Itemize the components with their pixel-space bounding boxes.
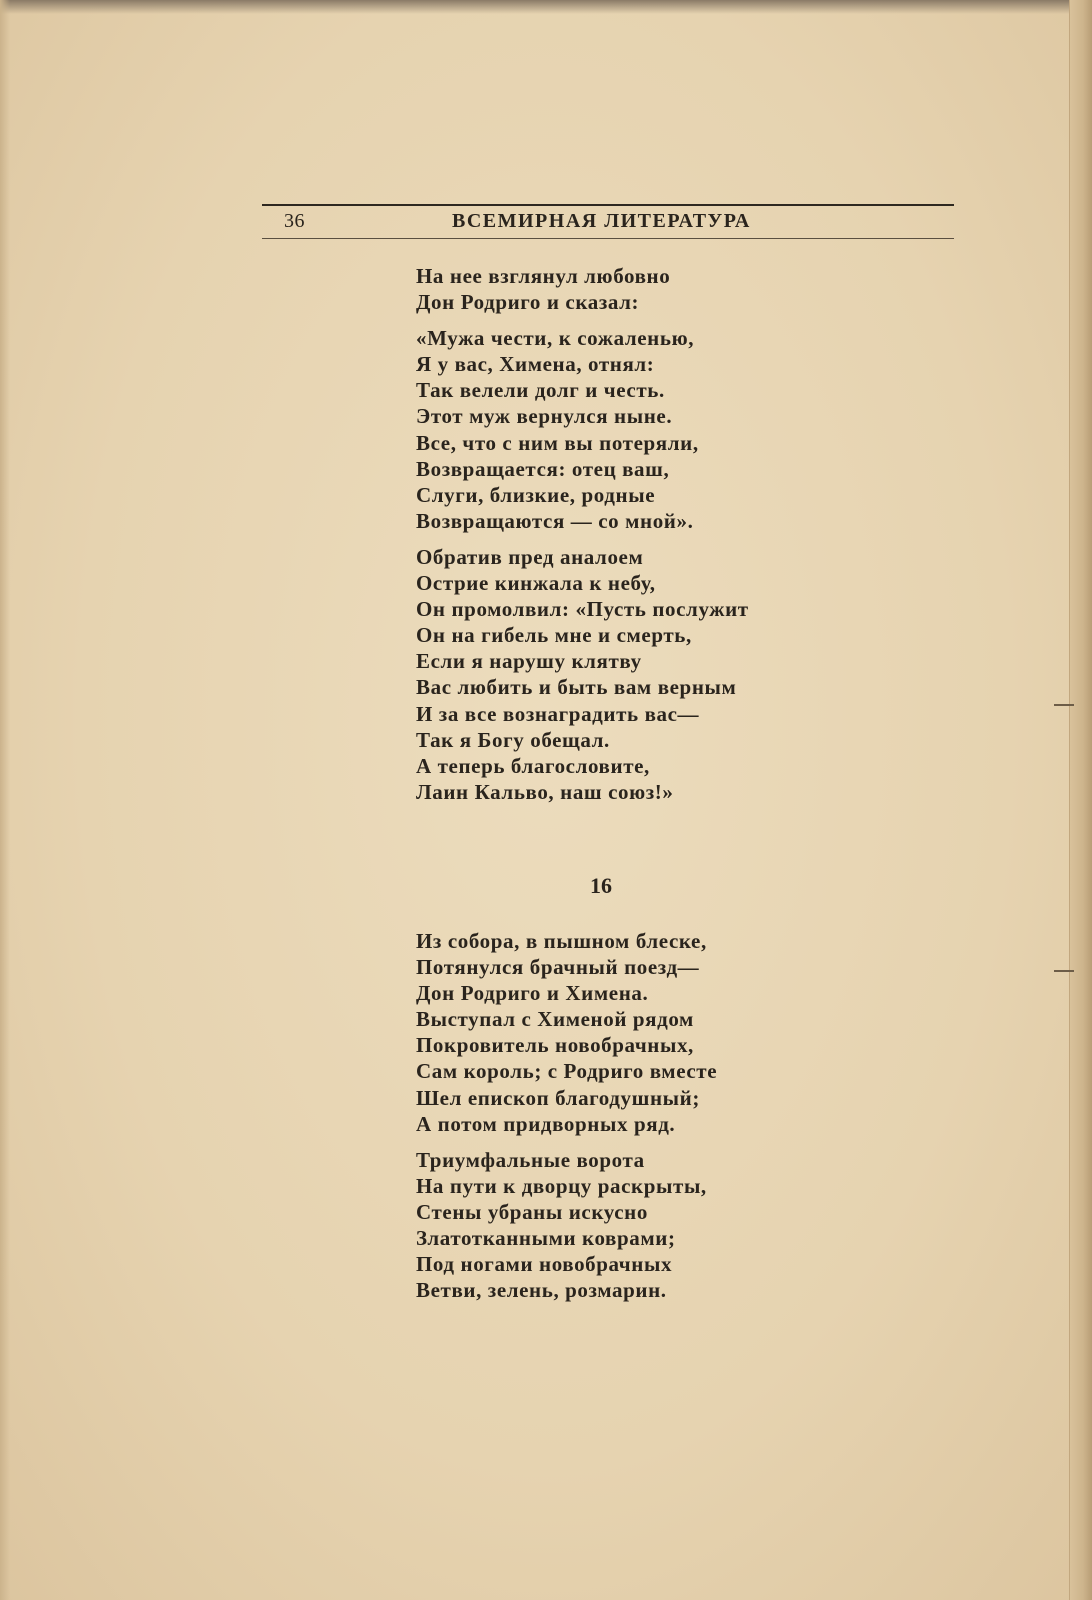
stanza: [416, 544, 836, 805]
stanza: [416, 1147, 836, 1304]
stanza: [416, 263, 836, 315]
poem-line: Он промолвил: «Пусть послужит: [416, 597, 749, 622]
poem-line: Триумфальные ворота: [416, 1147, 645, 1172]
poem-line: Вас любить и быть вам верным: [416, 675, 737, 700]
poem-line: На нее взглянул любовно: [416, 264, 671, 288]
poem-line: Потянулся брачный поезд—: [416, 955, 700, 980]
poem-line: Покровитель новобрачных,: [416, 1033, 694, 1058]
poem-line: Слуги, близкие, родные: [416, 482, 656, 507]
poem-line: Он на гибель мне и смерть,: [416, 623, 692, 648]
poem-line: Лаин Кальво, наш союз!»: [416, 779, 674, 804]
running-title: ВСЕМИРНАЯ ЛИТЕРАТУРА: [452, 210, 751, 232]
poem-part-1: [416, 263, 836, 805]
header-rule-top: [262, 204, 954, 206]
poem-line: Ветви, зелень, розмарин.: [416, 1278, 667, 1303]
stanza: [416, 325, 836, 534]
poem-line: Так я Богу обещал.: [416, 727, 610, 752]
page-left-shadow: [0, 0, 10, 1600]
poem-line: Под ногами новобрачных: [416, 1252, 673, 1277]
poem-line: На пути к дворцу раскрыты,: [416, 1173, 707, 1198]
poem-line: Златотканными коврами;: [416, 1226, 676, 1251]
poem-line: Из собора, в пышном блеске,: [416, 929, 707, 953]
poem-line: А теперь благословите,: [416, 753, 650, 778]
header-rule-bottom: [262, 238, 954, 239]
poem-line: Так велели долг и честь.: [416, 378, 665, 403]
poem-part-2: [416, 928, 836, 1303]
poem-line: Выступал с Хименой рядом: [416, 1007, 694, 1032]
poem-line: А потом придворных ряд.: [416, 1111, 676, 1136]
poem-line: Сам король; с Родриго вместе: [416, 1059, 718, 1084]
poem-line: Возвращаются — со мной».: [416, 508, 694, 533]
poem-line: Острие кинжала к небу,: [416, 571, 656, 596]
poem-line: «Мужа чести, к сожаленью,: [416, 326, 695, 351]
poem-line: И за все вознаградить вас—: [416, 701, 700, 726]
poem-line: Возвращается: отец ваш,: [416, 456, 670, 481]
poem-line: Шел епископ благодушный;: [416, 1085, 700, 1110]
page-top-shadow: [0, 0, 1092, 14]
stanza: [416, 928, 836, 1137]
poem-line: Стены убраны искусно: [416, 1199, 648, 1224]
section-number: 16: [590, 873, 612, 898]
page-number: 36: [284, 210, 305, 232]
page-fold-mark: [1054, 704, 1074, 706]
poem-line: Если я нарушу клятву: [416, 649, 642, 674]
page-fold-mark: [1054, 970, 1074, 972]
page-right-edge: [1069, 0, 1092, 1600]
poem-line: Дон Родриго и Химена.: [416, 981, 649, 1006]
poem-line: Дон Родриго и сказал:: [416, 290, 640, 315]
poem-line: Обратив пред аналоем: [416, 544, 644, 569]
poem-line: Этот муж вернулся ныне.: [416, 404, 673, 429]
poem-line: Все, что с ним вы потеряли,: [416, 430, 699, 455]
poem-line: Я у вас, Химена, отнял:: [416, 352, 655, 377]
running-header: [262, 200, 954, 240]
